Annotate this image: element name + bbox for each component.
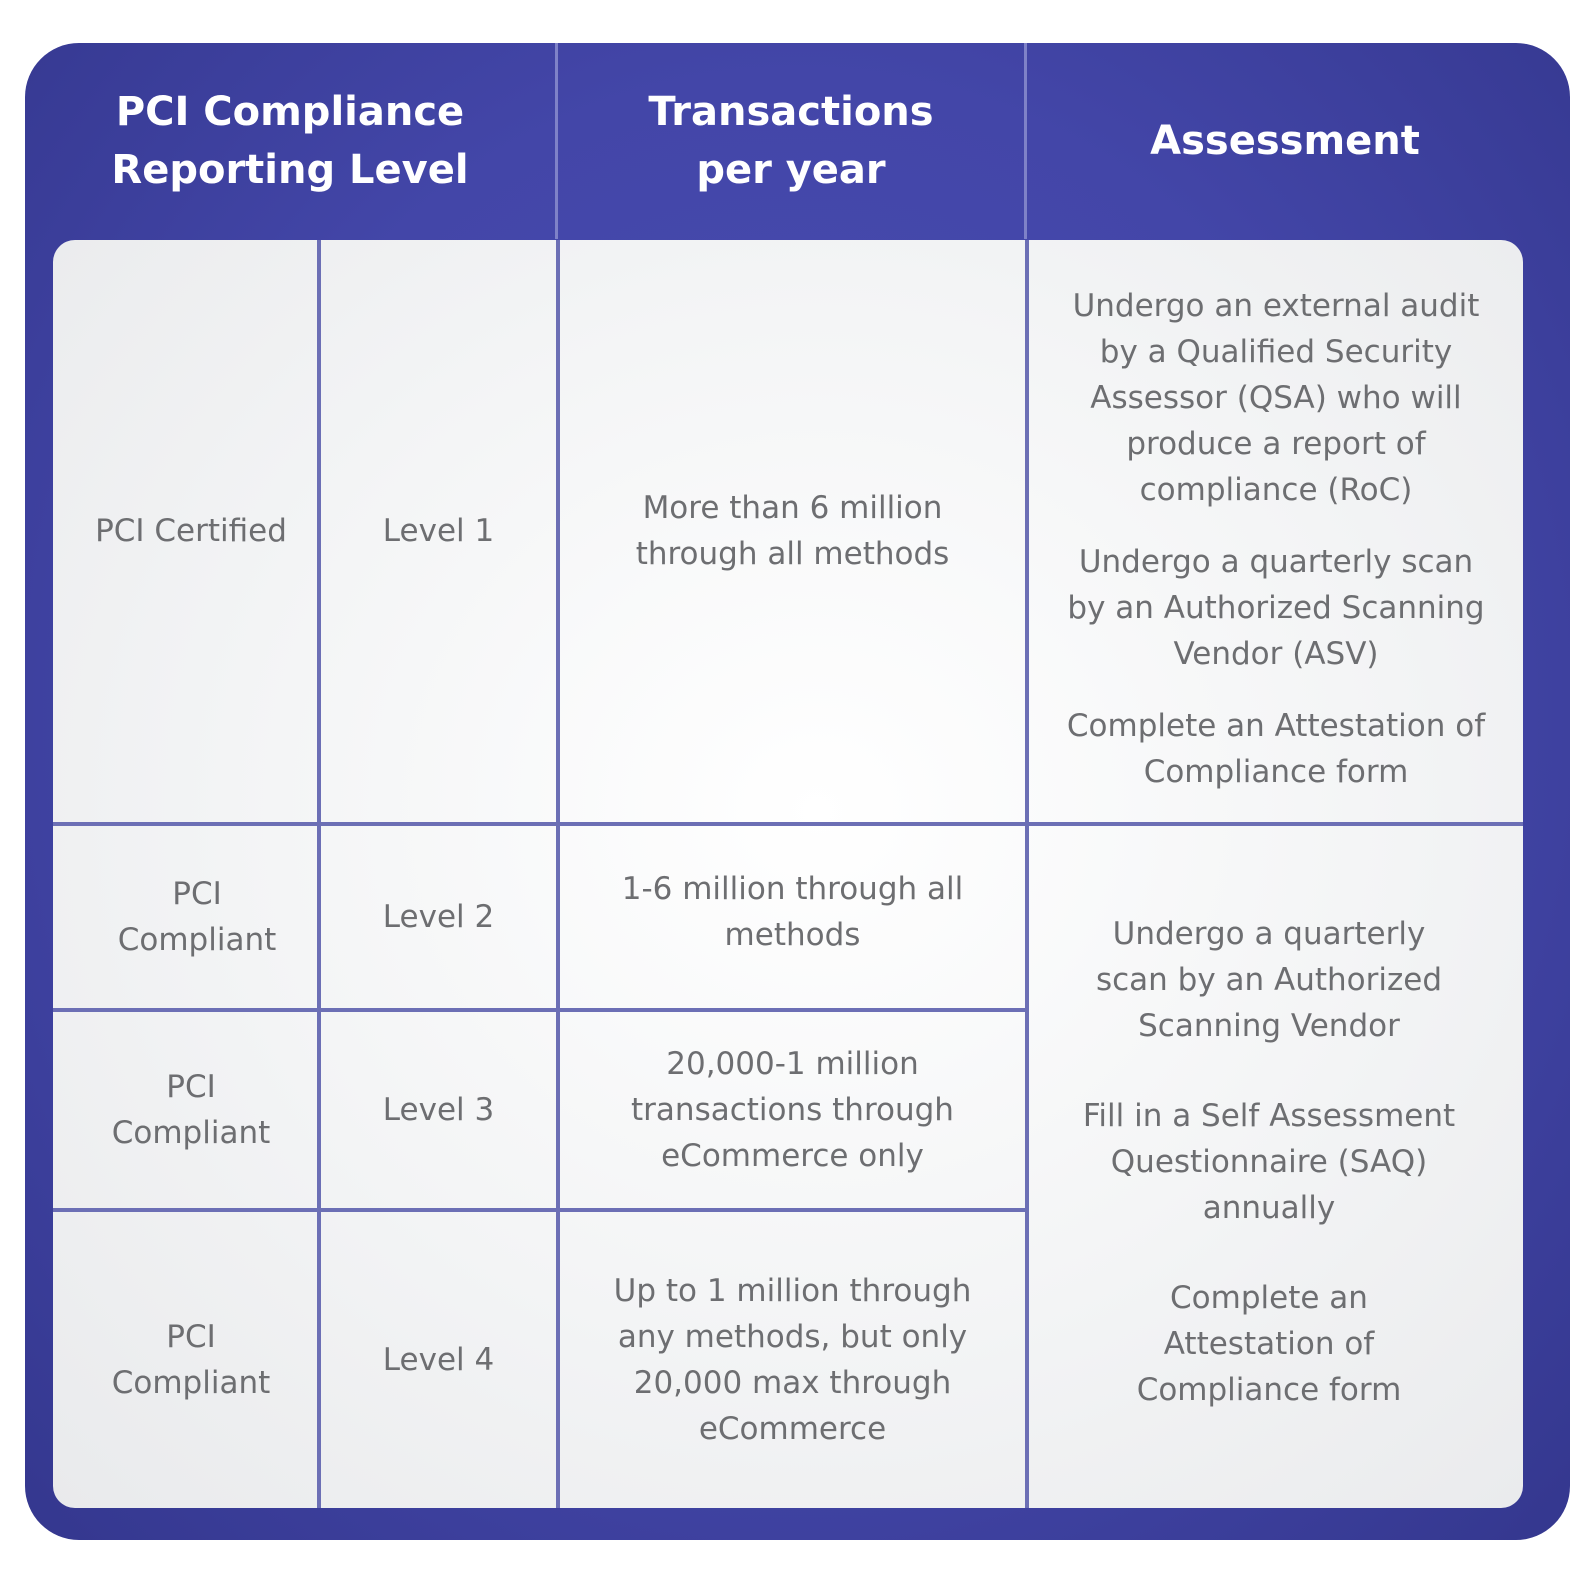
transactions-cell: 20,000-1 million transactions through eCommerce only: [631, 1046, 954, 1174]
level-cell: Level 2: [382, 899, 495, 935]
compliance-table-frame: [25, 43, 1570, 1540]
header-transactions: Transactions per year: [648, 89, 934, 193]
header-assessment: Assessment: [1150, 118, 1420, 164]
level-cell: Level 1: [382, 513, 495, 549]
assessment-levels-2-4: [1029, 826, 1509, 1508]
level-cell: Level 4: [382, 1342, 495, 1378]
assessment-item: Undergo an external audit by a Qualified Security Assessor (QSA) who will produce a report of compliance (RoC): [1072, 288, 1480, 508]
level-cell: Level 3: [382, 1092, 495, 1128]
transactions-cell: More than 6 million through all methods: [635, 490, 950, 572]
assessment-item: Fill in a Self Assessment Questionnaire (SAQ) annually: [1082, 1098, 1456, 1226]
status-cell: PCI Compliant: [111, 1069, 271, 1151]
assessment-item: Complete an Attestation of Compliance form: [1066, 708, 1486, 790]
status-cell: PCI Compliant: [117, 876, 277, 958]
assessment-item: Undergo a quarterly scan by an Authorized Scanning Vendor: [1095, 916, 1443, 1044]
header-reporting-level: PCI Compliance Reporting Level: [111, 89, 469, 193]
assessment-level-1: [1029, 240, 1523, 822]
transactions-cell: 1-6 million through all methods: [621, 871, 964, 953]
transactions-cell: Up to 1 million through any methods, but only 20,000 max through eCommerce: [613, 1273, 972, 1447]
status-cell: PCI Compliant: [111, 1319, 271, 1401]
assessment-item: Undergo a quarterly scan by an Authorized Scanning Vendor (ASV): [1067, 544, 1485, 672]
status-cell: PCI Certified: [95, 513, 287, 549]
table-body: [53, 240, 1523, 1508]
assessment-item: Complete an Attestation of Compliance form: [1136, 1280, 1402, 1408]
